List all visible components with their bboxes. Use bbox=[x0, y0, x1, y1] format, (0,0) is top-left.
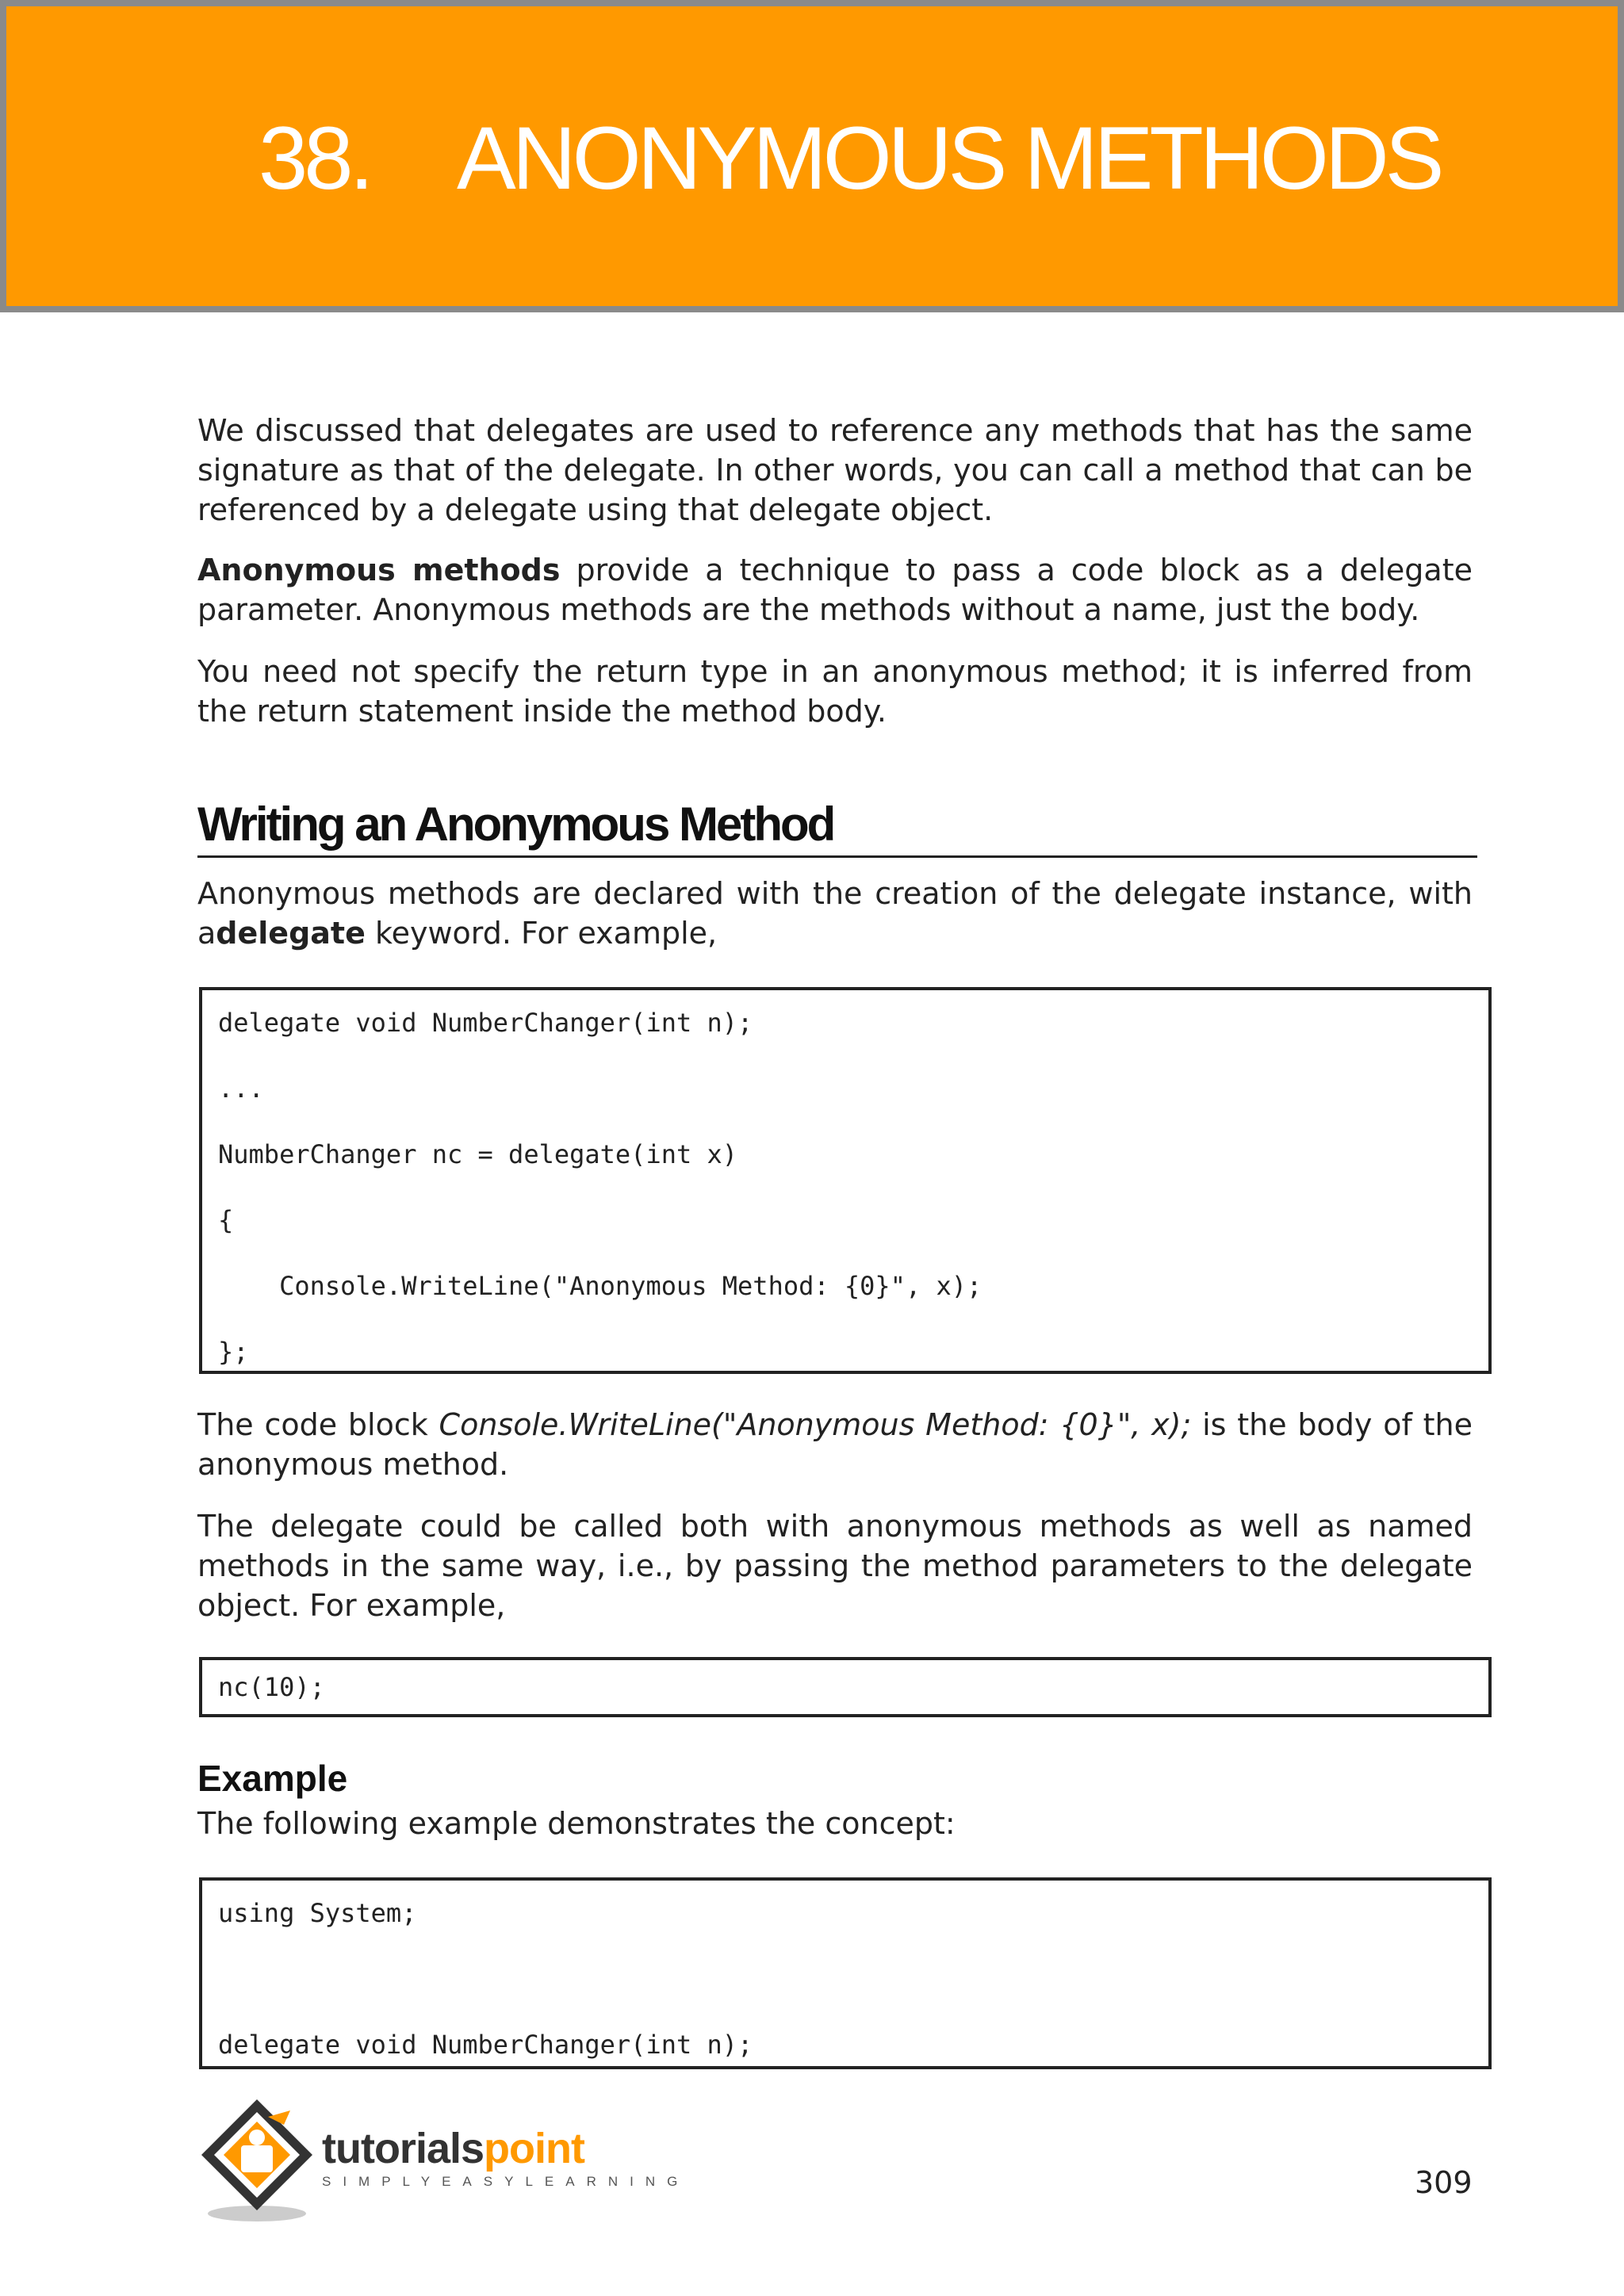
code-line: ... bbox=[218, 1073, 264, 1104]
chapter-title-text: ANONYMOUS METHODS bbox=[457, 109, 1441, 208]
intro-paragraph-2: Anonymous methods provide a technique to pass a code block as a delegate parameter. Anonymous methods are the methods without a name, just the body. bbox=[197, 553, 1473, 627]
anonymous-methods-term: Anonymous methods bbox=[197, 553, 561, 587]
chapter-title bbox=[259, 103, 1440, 214]
code-line: delegate void NumberChanger(int n); bbox=[218, 1008, 753, 1038]
tutorialspoint-logo bbox=[195, 2093, 690, 2228]
code-block-example bbox=[199, 1877, 1492, 2069]
chapter-banner bbox=[0, 0, 1624, 312]
section-paragraph-1: Anonymous methods are declared with the creation of the delegate instance, with adelegate keyword. For example, bbox=[197, 876, 1473, 951]
logo-tagline: SIMPLYEASYLEARNING bbox=[322, 2174, 690, 2189]
example-intro: The following example demonstrates the concept: bbox=[197, 1806, 956, 1841]
logo-wordmark: tutorialspoint bbox=[322, 2125, 584, 2172]
code-block-call bbox=[199, 1657, 1492, 1717]
code-line: { bbox=[218, 1205, 234, 1235]
code-line: nc(10); bbox=[218, 1672, 325, 1702]
code-line: NumberChanger nc = delegate(int x) bbox=[218, 1139, 738, 1169]
example-heading: Example bbox=[197, 1758, 348, 1799]
code-line: using System; bbox=[218, 1898, 417, 1928]
section-paragraph-3: The delegate could be called both with anonymous methods as well as named methods in the same way, i.e., by passing the method parameters to the delegate object. For example, bbox=[197, 1509, 1473, 1623]
code-line: Console.WriteLine("Anonymous Method: {0}", x); bbox=[218, 1271, 982, 1301]
intro-paragraph-1: We discussed that delegates are used to reference any methods that has the same signature as that of the delegate. In other words, you can call a method that can be referenced by a delegate using that delegate object. bbox=[197, 413, 1473, 527]
chapter-number: 38. bbox=[259, 109, 370, 208]
intro-paragraph-3: You need not specify the return type in an anonymous method; it is inferred from the return statement inside the method body. bbox=[197, 654, 1473, 729]
page-number: 309 bbox=[1415, 2165, 1473, 2200]
section-paragraph-2: The code block Console.WriteLine("Anonymous Method: {0}", x); is the body of the anonymous method. bbox=[197, 1407, 1473, 1482]
code-block-declaration bbox=[199, 987, 1492, 1374]
code-block-reference: Console.WriteLine("Anonymous Method: {0}", x); bbox=[439, 1407, 1192, 1442]
code-line bbox=[218, 1946, 1488, 2012]
code-line: delegate void NumberChanger(int n); bbox=[218, 2030, 753, 2060]
logo-emblem-icon bbox=[195, 2093, 322, 2228]
code-line: }; bbox=[218, 1337, 249, 1367]
delegate-keyword: delegate bbox=[216, 916, 366, 951]
section-heading: Writing an Anonymous Method bbox=[197, 797, 1477, 858]
